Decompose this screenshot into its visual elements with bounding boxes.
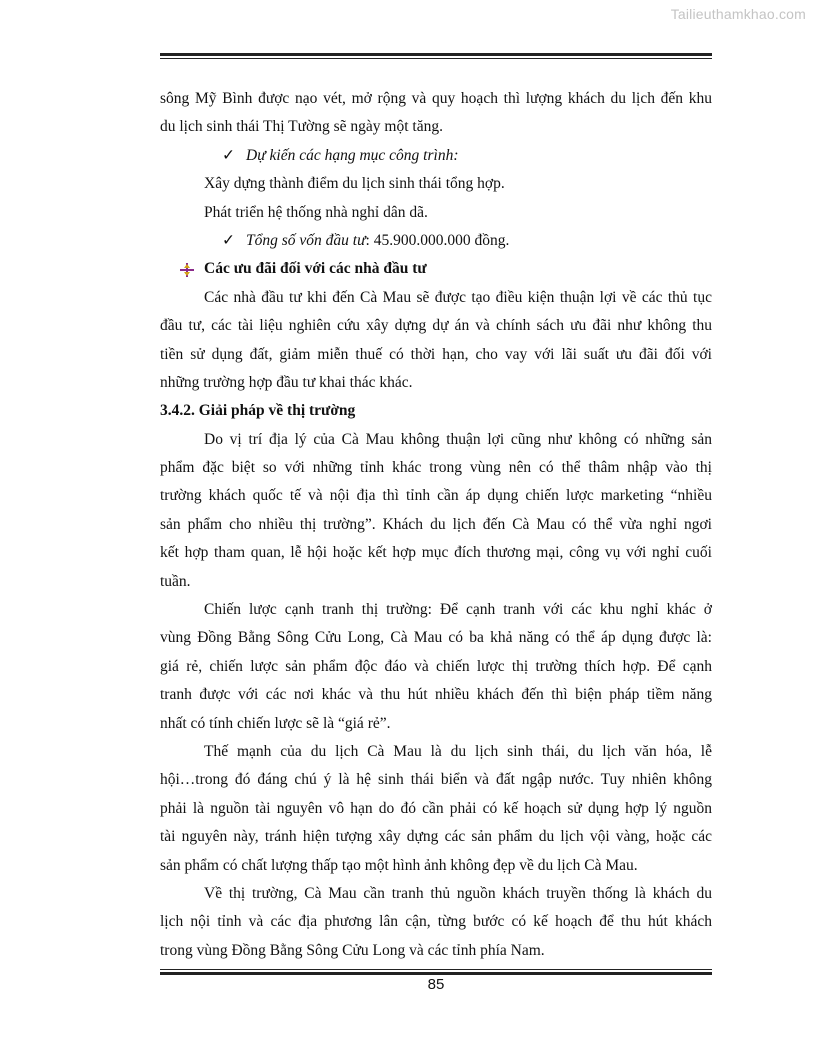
body-line: sông Mỹ Bình được nạo vét, mở rộng và quy hoạch thì lượng khách du lịch đến khu	[160, 90, 712, 107]
body-line: sản phẩm cho nhiều thị trường”. Khách du lịch đến Cà Mau có thể vừa nghỉ ngơi	[160, 515, 712, 533]
page-body	[160, 85, 712, 965]
arrow-bullet-icon	[180, 263, 194, 277]
body-line: trường khách quốc tế và nội địa thì tỉnh cần áp dụng chiến lược marketing “nhiều	[160, 487, 712, 505]
header-rule	[160, 53, 712, 59]
body-line: những trường hợp đầu tư khai thác khác.	[160, 373, 413, 391]
checklist-value: : 45.900.000.000 đồng.	[365, 231, 510, 249]
body-line: tuần.	[160, 572, 191, 590]
bullet-heading-text: Các ưu đãi đối với các nhà đầu tư	[204, 260, 427, 278]
body-line: lịch nội tỉnh và các địa phương lân cận, từng bước có kế hoạch để thu hút khách	[160, 913, 712, 931]
watermark: Tailieuthamkhao.com	[670, 6, 806, 22]
checkmark-icon: ✓	[222, 231, 235, 249]
page-number: 85	[427, 976, 445, 993]
body-line: Thế mạnh của du lịch Cà Mau là du lịch sinh thái, du lịch văn hóa, lễ	[204, 742, 712, 760]
checklist-item	[160, 142, 712, 170]
checklist-label: Dự kiến các hạng mục công trình:	[246, 146, 459, 164]
body-line: du lịch sinh thái Thị Tường sẽ ngày một tăng.	[160, 118, 443, 136]
body-line: Các nhà đầu tư khi đến Cà Mau sẽ được tạo điều kiện thuận lợi về các thủ tục	[204, 288, 712, 306]
body-line: Về thị trường, Cà Mau cần tranh thủ nguồn khách truyền thống là khách du	[204, 884, 712, 902]
body-line: Xây dựng thành điểm du lịch sinh thái tổng hợp.	[204, 175, 505, 193]
body-line: hội…trong đó đáng chú ý là hệ sinh thái biển và đất ngập nước. Tuy nhiên không	[160, 771, 712, 789]
footer-rule	[160, 969, 712, 975]
body-line: vùng Đồng Bằng Sông Cửu Long, Cà Mau có ba khả năng có thể áp dụng được là:	[160, 629, 712, 647]
checklist-item	[160, 227, 712, 255]
body-line: kết hợp tham quan, lễ hội hoặc kết hợp mục đích thương mại, công vụ với nghỉ cuối	[160, 544, 712, 562]
body-line: đầu tư, các tài liệu nghiên cứu xây dựng dự án và chính sách ưu đãi như không thu	[160, 317, 712, 335]
body-line: phải là nguồn tài nguyên vô hạn do đó cần phải có kế hoạch sử dụng hợp lý nguồn	[160, 799, 712, 817]
body-line: nhất có tính chiến lược sẽ là “giá rẻ”.	[160, 714, 391, 732]
section-heading: 3.4.2. Giải pháp về thị trường	[160, 402, 356, 420]
bullet-heading	[160, 255, 712, 283]
body-line: tranh được với các nơi khác và thu hút nhiều khách đến thì biện pháp tiềm năng	[160, 686, 712, 704]
body-line: tài nguyên này, tránh hiện tượng xây dựng các sản phẩm du lịch vội vàng, hoặc các	[160, 828, 712, 846]
body-line: tiền sử dụng đất, giảm miễn thuế có thời hạn, cho vay với lãi suất ưu đãi đối với	[160, 345, 712, 363]
body-line: trong vùng Đồng Bằng Sông Cửu Long và các tỉnh phía Nam.	[160, 941, 545, 959]
body-line: Phát triển hệ thống nhà nghỉ dân dã.	[204, 203, 428, 221]
body-line: phẩm đặc biệt so với những tỉnh khác trong vùng nên có thể thâm nhập vào thị	[160, 459, 712, 477]
checklist-label: Tổng số vốn đầu tư	[246, 231, 366, 249]
body-line: Do vị trí địa lý của Cà Mau không thuận lợi cũng như không có những sản	[204, 430, 712, 448]
body-line: giá rẻ, chiến lược sản phẩm độc đáo và chiến lược thị trường thích hợp. Để cạnh	[160, 657, 712, 675]
checkmark-icon: ✓	[222, 146, 235, 164]
body-line: Chiến lược cạnh tranh thị trường: Để cạnh tranh với các khu nghỉ khác ở	[204, 601, 712, 619]
body-line: sản phẩm có chất lượng thấp tạo một hình ảnh không đẹp về du lịch Cà Mau.	[160, 856, 638, 874]
